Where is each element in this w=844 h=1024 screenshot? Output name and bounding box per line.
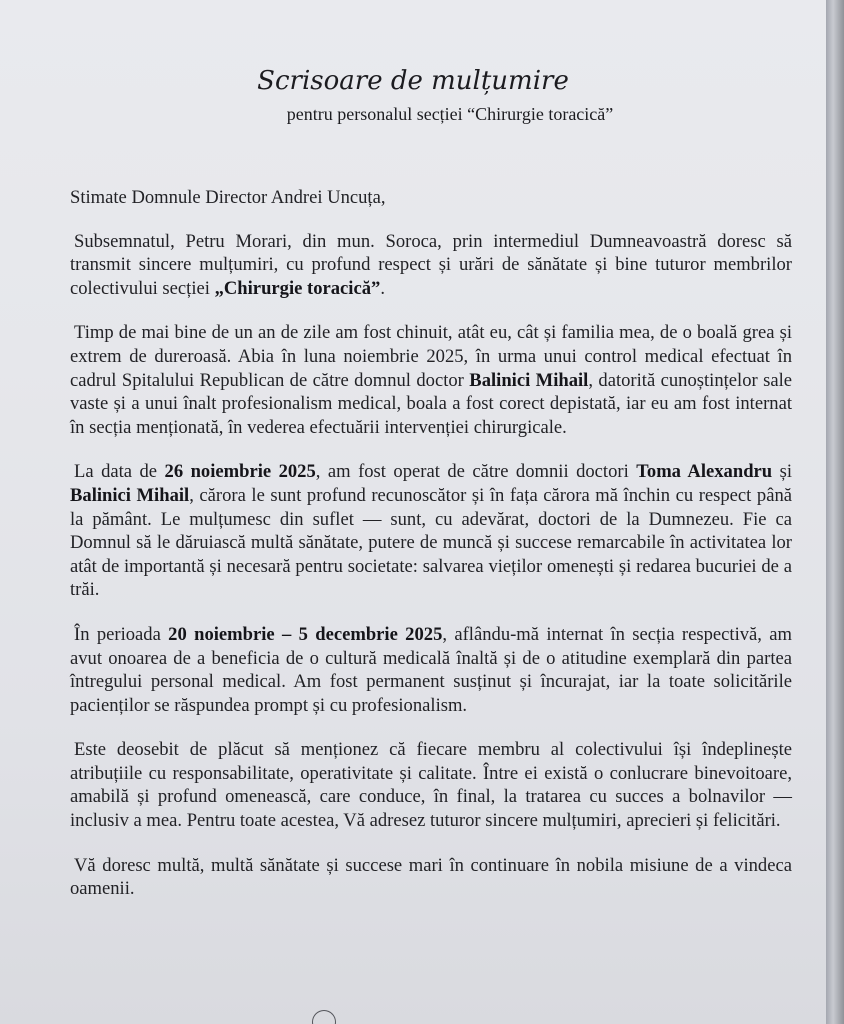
paragraph-3 [70, 460, 792, 602]
paragraph-1-text-c: . [380, 277, 385, 299]
paragraph-6: Vă doresc multă, multă sănătate și succese mari în continuare în nobila misiune de a vindeca oamenii. [70, 854, 792, 900]
paragraph-2 [70, 321, 792, 439]
paragraph-3-text-d: și [772, 461, 793, 483]
paragraph-1 [70, 230, 792, 301]
signature-mark [312, 1010, 336, 1024]
paragraph-5: Este deosebit de plăcut să menționez că fiecare membru al colectivului își îndeplinește atribuțiile cu responsabilitate, operativitate și calitate. Între ei există o conlucrare binevoitoare, amabilă și profund omenească, care conduce, în final, la tratarea cu succes a bolnavilor — inclusiv a mea. Pentru toate acestea, Vă adresez tuturor sincere mulțumiri, aprecieri și felicitări. [70, 739, 792, 832]
paragraph-4 [70, 623, 792, 717]
paragraph-3-text-c: , am fost operat de către domnii doctori [315, 461, 637, 483]
letter-title: Scrisoare de mulțumire [257, 66, 569, 96]
paragraph-3-text-e: , cărora le sunt profund recunoscător și în fața cărora mă închin cu respect până la pământ. Le mulțumesc din suflet — sunt, cu adevărat, doctori de la Dumnezeu. Fie ca Domnul să le dăruiască multă sănătate, putere de muncă și succese remarcabile în activitatea lor atât de importantă și necesară pentru societate: salvarea vieților omenești și redarea bucuriei de a trăi. [70, 484, 792, 601]
paper-edge-shadow [826, 0, 844, 1024]
letter-subtitle: pentru personalul secției “Chirurgie toracică” [286, 104, 614, 124]
letter-body [70, 186, 792, 922]
paragraph-2-text-c: , datorită cunoștințelor sale vaste și a unui înalt profesionalism medical, boala a fost corect depistată, iar eu am fost internat în secția menționată, în vederea efectuării intervenției chirurgicale. [70, 369, 793, 438]
paragraph-3-bold-doctor-2: Balinici Mihail [70, 484, 190, 506]
paragraph-4-text-c: , aflându-mă internat în secția respectivă, am avut onoarea de a beneficia de o cultură medicală înaltă și de o atitudine exemplară din partea întregului personal medical. Am fost permanent susținut și încurajat, iar la toate solicitările pacienților se răspundea prompt și cu profesionalism. [70, 623, 792, 716]
paragraph-3-bold-date: 26 noiembrie 2025 [164, 461, 316, 483]
paragraph-1-bold-section: „Chirurgie toracică” [214, 277, 381, 299]
paragraph-2-bold-doctor: Balinici Mihail [469, 369, 589, 391]
paragraph-4-bold-period: 20 noiembrie – 5 decembrie 2025 [168, 623, 443, 645]
paragraph-3-bold-doctor-1: Toma Alexandru [636, 461, 773, 483]
salutation: Stimate Domnule Director Andrei Uncuța, [70, 187, 386, 208]
paragraph-2-text-a: Timp de mai bine de un an de zile am fost chinuit, atât eu, cât și familia mea, de o boală grea și extrem de dureroasă. Abia în luna noiembrie 2025, în urma unui control medical efectuat în cadrul Spitalului Republican de către domnul doctor [70, 322, 792, 391]
paragraph-4-text-a: În perioada [74, 623, 169, 645]
paragraph-1-text-a: Subsemnatul, Petru Morari, din mun. Soroca, prin intermediul Dumneavoastră doresc să transmit sincere mulțumiri, cu profund respect și urări de sănătate și bine tuturor membrilor colectivului secției [70, 230, 792, 299]
paragraph-3-text-a: La data de [74, 461, 165, 483]
